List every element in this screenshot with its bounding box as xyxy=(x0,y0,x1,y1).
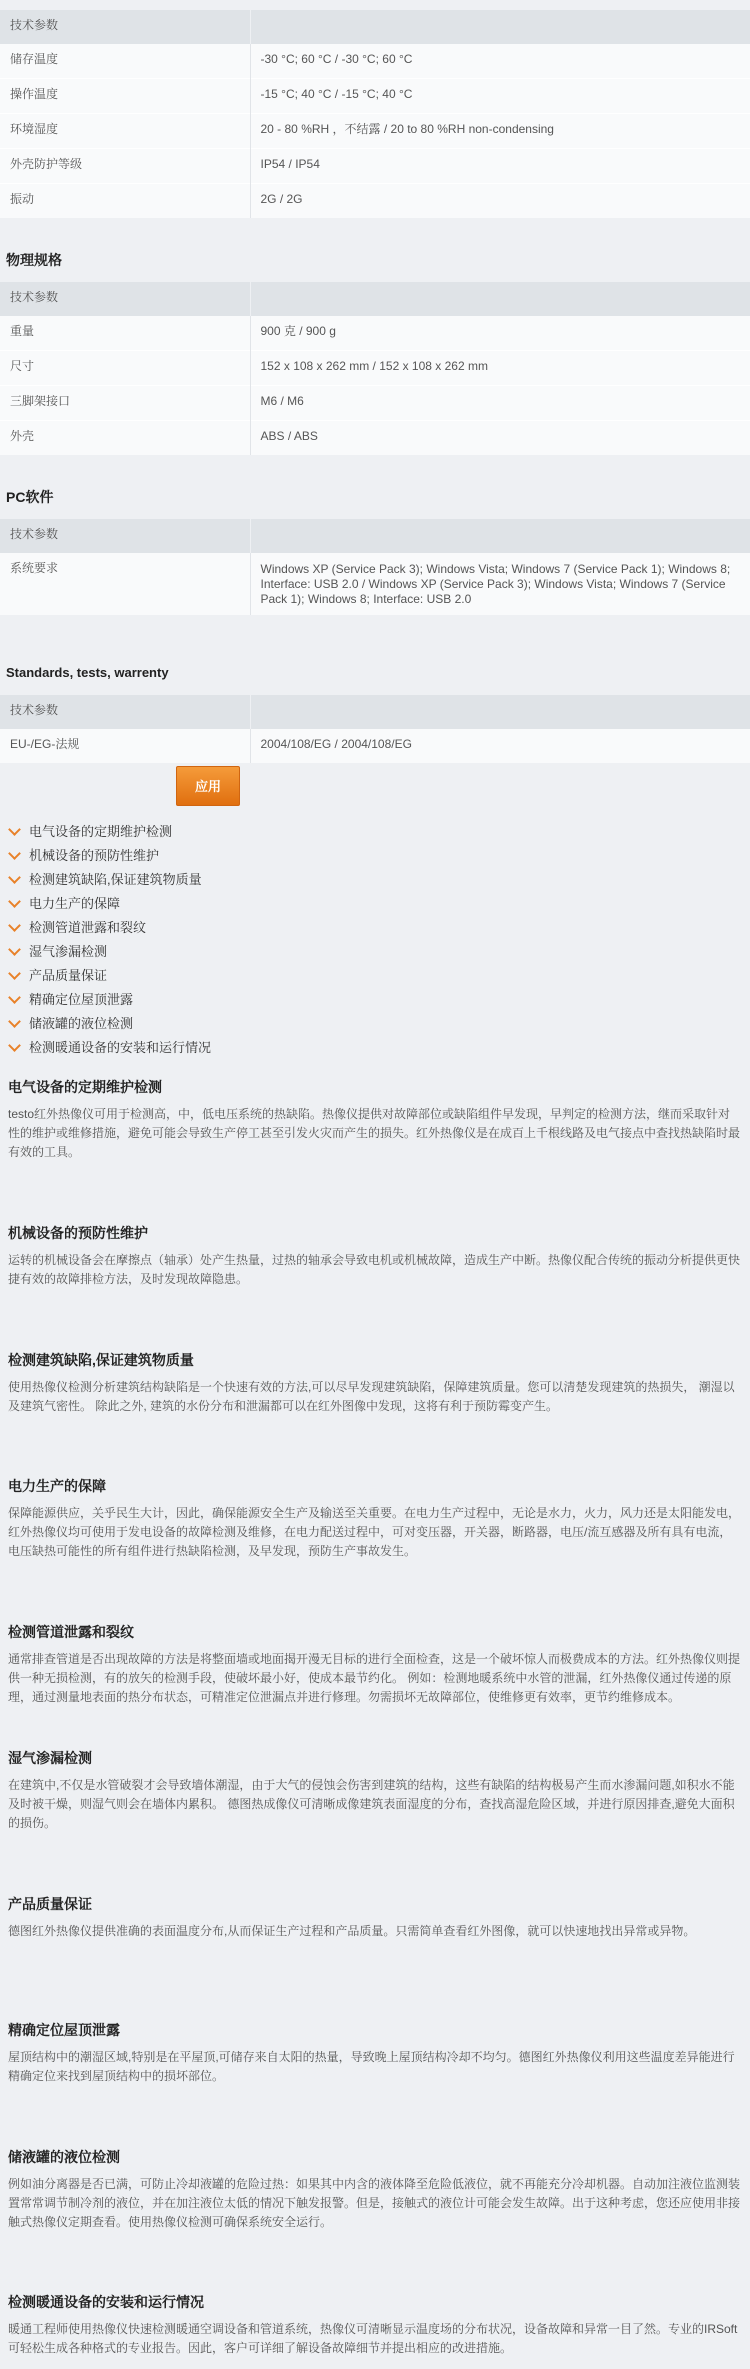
chevron-down-icon xyxy=(8,991,21,1004)
section-title-standards: Standards, tests, warrenty xyxy=(6,665,169,680)
table-row xyxy=(0,729,750,763)
param-value: 20 - 80 %RH ，不结露 / 20 to 80 %RH non-condensing xyxy=(250,114,750,149)
article-roof xyxy=(8,2020,742,2086)
table-header-row xyxy=(0,695,750,729)
article-title: 产品质量保证 xyxy=(8,1896,92,1912)
article-body: 例如油分离器是否已满，可防止冷却液罐的危险过热：如果其中内含的液体降至危险低液位，就不再能充分冷却机器。自动加注液位监测装置常常调节制冷剂的液位，并在加注液位太低的情况下触发报警。但是，接触式的液位计可能会发生故障。出于这种考虑，您还应使用非接触式热像仪定期查看。使用热像仪检测可确保系统安全运行。 xyxy=(8,2177,741,2229)
param-value: 900 克 / 900 g xyxy=(250,316,750,351)
param-value: IP54 / IP54 xyxy=(250,149,750,184)
chevron-down-icon xyxy=(8,871,21,884)
nav-item-label: 精确定位屋顶泄露 xyxy=(29,992,134,1007)
table-header-label: 技术参数 xyxy=(0,519,250,553)
standards-table xyxy=(0,695,750,763)
param-value: Windows XP (Service Pack 3); Windows Vista; Windows 7 (Service Pack 1); Windows 8; Interface: USB 2.0 / Windows XP (Service Pack 3); Windows Vista; Windows 7 (Service Pack 1); Windows 8; Interface: USB 2.0 xyxy=(250,553,750,615)
article-body: 使用热像仪检测分析建筑结构缺陷是一个快速有效的方法,可以尽早发现建筑缺陷，保障建筑质量。您可以清楚发现建筑的热损失， 潮湿以及建筑气密性。 除此之外, 建筑的水份分布和泄漏都可以在红外图像中发现，这将有利于预防霉变产生。 xyxy=(8,1380,735,1413)
article-body: 保障能源供应，关乎民生大计，因此，确保能源安全生产及输送至关重要。在电力生产过程中，无论是水力，火力，风力还是太阳能发电，红外热像仪均可使用于发电设备的故障检测及维修，在电力配送过程中，可对变压器，开关器，断路器，电压/流互感器及所有具有电流，电压缺热可能性的所有组件进行热缺陷检测，及早发现，预防生产事故发生。 xyxy=(8,1506,741,1558)
nav-item-label: 产品质量保证 xyxy=(29,968,108,983)
article-tank xyxy=(8,2147,742,2232)
table-row xyxy=(0,351,750,386)
nav-item-label: 电气设备的定期维护检测 xyxy=(29,824,173,839)
param-value: M6 / M6 xyxy=(250,386,750,421)
article-title: 检测暖通设备的安装和运行情况 xyxy=(8,2294,204,2310)
article-electrical xyxy=(8,1077,742,1162)
article-body: 通常排查管道是否出现故障的方法是将整面墙或地面揭开漫无目标的进行全面检查，这是一个破坏惊人而极费成本的方法。红外热像仪则提供一种无损检测，有的放矢的检测手段，使破坏最小好，使成本最节约化。 例如：检测地暖系统中水管的泄漏，红外热像仪通过传递的原理，通过测量地表面的热分布状态，可精准定位泄漏点并进行修理。勿需损坏无故障部位，使维修更有效率，更节约维修成本。 xyxy=(8,1652,741,1704)
article-title: 检测建筑缺陷,保证建筑物质量 xyxy=(8,1352,194,1368)
param-name: 外壳防护等级 xyxy=(0,149,250,184)
param-name: 系统要求 xyxy=(0,553,250,615)
param-name: 外壳 xyxy=(0,421,250,456)
article-building xyxy=(8,1350,742,1416)
article-body: 在建筑中,不仅是水管破裂才会导致墙体潮湿，由于大气的侵蚀会伤害到建筑的结构，这些有缺陷的结构极易产生而水渗漏问题,如积水不能及时被干燥，则湿气则会在墙体内累积。 德图热成像仪可清晰成像建筑表面湿度的分布，查找高湿危险区域，并进行原因排查,避免大面积的损伤。 xyxy=(8,1778,735,1830)
table-header-label: 技术参数 xyxy=(0,695,250,729)
article-power xyxy=(8,1476,742,1561)
chevron-down-icon xyxy=(8,847,21,860)
nav-item-power[interactable] xyxy=(8,892,408,916)
table-header-row xyxy=(0,519,750,553)
tech-params-table xyxy=(0,10,750,218)
nav-item-hvac[interactable] xyxy=(8,1036,408,1060)
chevron-down-icon xyxy=(8,1039,21,1052)
table-row xyxy=(0,44,750,79)
article-hvac xyxy=(8,2292,742,2358)
nav-item-mechanical[interactable] xyxy=(8,844,408,868)
chevron-down-icon xyxy=(8,919,21,932)
param-value: 2004/108/EG / 2004/108/EG xyxy=(250,729,750,763)
table-header-label: 技术参数 xyxy=(0,282,250,316)
application-nav-list xyxy=(8,820,408,1060)
table-row xyxy=(0,553,750,615)
param-name: 环境湿度 xyxy=(0,114,250,149)
nav-item-label: 电力生产的保障 xyxy=(29,896,121,911)
table-header-row xyxy=(0,10,750,44)
section-title-pc: PC软件 xyxy=(6,489,54,505)
param-value: ABS / ABS xyxy=(250,421,750,456)
article-mechanical xyxy=(8,1223,742,1289)
nav-item-roof[interactable] xyxy=(8,988,408,1012)
param-name: EU-/EG-法规 xyxy=(0,729,250,763)
article-quality xyxy=(8,1894,742,1941)
table-row xyxy=(0,149,750,184)
table-row xyxy=(0,79,750,114)
physical-specs-table xyxy=(0,282,750,455)
article-moisture xyxy=(8,1748,742,1833)
article-title: 电气设备的定期维护检测 xyxy=(8,1079,162,1095)
nav-item-label: 检测建筑缺陷,保证建筑物质量 xyxy=(29,872,202,887)
table-row xyxy=(0,421,750,456)
article-title: 湿气渗漏检测 xyxy=(8,1750,92,1766)
article-title: 机械设备的预防性维护 xyxy=(8,1225,148,1241)
nav-item-moisture[interactable] xyxy=(8,940,408,964)
table-row xyxy=(0,316,750,351)
section-title-physical: 物理规格 xyxy=(6,252,62,268)
chevron-down-icon xyxy=(8,1015,21,1028)
nav-item-label: 湿气渗漏检测 xyxy=(29,944,108,959)
table-header-label: 技术参数 xyxy=(0,10,250,44)
article-title: 检测管道泄露和裂纹 xyxy=(8,1624,134,1640)
chevron-down-icon xyxy=(8,895,21,908)
param-value: 152 x 108 x 262 mm / 152 x 108 x 262 mm xyxy=(250,351,750,386)
article-title: 精确定位屋顶泄露 xyxy=(8,2022,120,2038)
chevron-down-icon xyxy=(8,967,21,980)
article-pipes xyxy=(8,1622,742,1707)
nav-item-label: 储液罐的液位检测 xyxy=(29,1016,134,1031)
nav-item-building[interactable] xyxy=(8,868,408,892)
article-body: 暖通工程师使用热像仪快速检测暖通空调设备和管道系统，热像仪可清晰显示温度场的分布状况，设备故障和异常一目了然。专业的IRSoft可轻松生成各种格式的专业报告。因此，客户可详细了解设备故障细节并提出相应的改进措施。 xyxy=(8,2322,738,2355)
article-title: 储液罐的液位检测 xyxy=(8,2149,120,2165)
article-body: 屋顶结构中的潮湿区域,特别是在平屋顶,可储存来自太阳的热量，导致晚上屋顶结构冷却不均匀。德图红外热像仪利用这些温度差异能进行精确定位来找到屋顶结构中的损坏部位。 xyxy=(8,2050,735,2083)
nav-item-quality[interactable] xyxy=(8,964,408,988)
param-value: -15 °C; 40 °C / -15 °C; 40 °C xyxy=(250,79,750,114)
nav-item-tank[interactable] xyxy=(8,1012,408,1036)
param-name: 尺寸 xyxy=(0,351,250,386)
nav-item-label: 检测管道泄露和裂纹 xyxy=(29,920,147,935)
apply-button[interactable]: 应用 xyxy=(176,766,240,806)
param-name: 三脚架接口 xyxy=(0,386,250,421)
chevron-down-icon xyxy=(8,943,21,956)
param-name: 重量 xyxy=(0,316,250,351)
article-body: 德图红外热像仪提供准确的表面温度分布,从而保证生产过程和产品质量。只需简单查看红外图像，就可以快速地找出异常或异物。 xyxy=(8,1924,696,1938)
table-row xyxy=(0,386,750,421)
chevron-down-icon xyxy=(8,823,21,836)
nav-item-electrical[interactable] xyxy=(8,820,408,844)
param-name: 振动 xyxy=(0,184,250,219)
nav-item-label: 机械设备的预防性维护 xyxy=(29,848,160,863)
article-body: testo红外热像仪可用于检测高，中，低电压系统的热缺陷。热像仪提供对故障部位或缺陷组件早发现，早判定的检测方法，继而采取针对性的维护或维修措施，避免可能会导致生产停工甚至引发火灾而产生的损失。红外热像仪是在成百上千根线路及电气接点中查找热缺陷时最有效的工具。 xyxy=(8,1107,741,1159)
param-value: -30 °C; 60 °C / -30 °C; 60 °C xyxy=(250,44,750,79)
table-row xyxy=(0,184,750,219)
param-value: 2G / 2G xyxy=(250,184,750,219)
article-title: 电力生产的保障 xyxy=(8,1478,106,1494)
nav-item-label: 检测暖通设备的安装和运行情况 xyxy=(29,1040,212,1055)
table-header-row xyxy=(0,282,750,316)
pc-software-table xyxy=(0,519,750,615)
param-name: 操作温度 xyxy=(0,79,250,114)
article-body: 运转的机械设备会在摩擦点（轴承）处产生热量，过热的轴承会导致电机或机械故障，造成生产中断。热像仪配合传统的振动分析提供更快捷有效的故障排检方法，及时发现故障隐患。 xyxy=(8,1253,741,1286)
nav-item-pipes[interactable] xyxy=(8,916,408,940)
table-row xyxy=(0,114,750,149)
param-name: 储存温度 xyxy=(0,44,250,79)
